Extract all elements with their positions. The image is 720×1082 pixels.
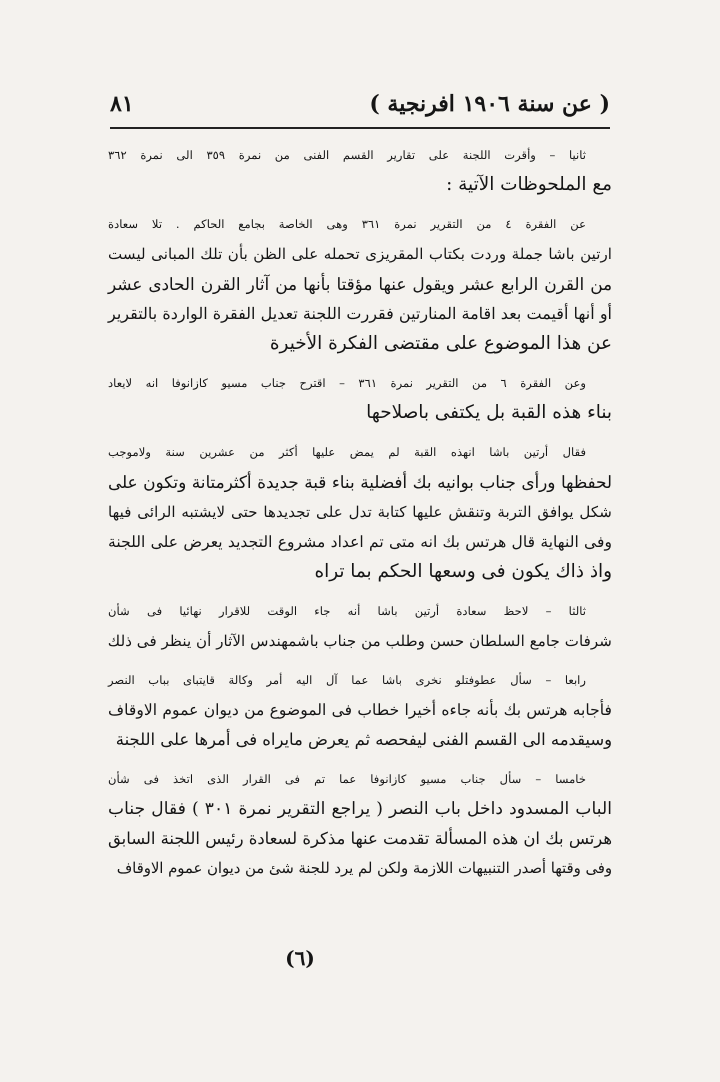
text-line: مع الملحوظات الآتية : — [446, 174, 612, 195]
text-line: وفى النهاية قال هرتس بك انه متى تم اعداد مشروع التجديد يعرض على اللجنة — [108, 533, 612, 551]
text-line: بناء هذه القبة بل يكتفى باصلاحها — [366, 402, 612, 423]
paragraph-fifth-item — [108, 764, 612, 884]
text-line: عن هذا الموضوع على مقتضى الفكرة الأخيرة — [269, 333, 612, 354]
text-line: ثالثا – لاحظ سعادة أرتين باشا أنه جاء الوقت للاقرار نهائيا فى شأن — [108, 604, 586, 618]
header-rule — [110, 127, 610, 129]
text-line: وفى وقتها أصدر التنبيهات اللازمة ولكن لم يرد للجنة شئ من ديوان عموم الاوقاف — [116, 860, 612, 877]
text-line: فأجابه هرتس بك بأنه جاءه أخيرا خطاب فى الموضوع من ديوان عموم الاوقاف — [108, 701, 612, 719]
page-header — [110, 84, 610, 124]
page-number: ٨١ — [110, 91, 134, 117]
text-line: شرفات جامع السلطان حسن وطلب من جناب باشمهندس الآثار أن ينظر فى ذلك — [107, 632, 612, 650]
text-line: فقال أرتين باشا انهذه القبة لم يمض عليها أكثر من عشرين سنة ولاموجب — [108, 445, 586, 459]
paragraph-second-item — [108, 140, 612, 200]
text-line: الباب المسدود داخل باب النصر ( يراجع التقرير نمرة ٣٠١ ) فقال جناب — [108, 799, 612, 819]
paragraph-third-item — [108, 596, 612, 656]
text-line: شكل يوافق التربة وتنقش عليها كتابة تدل على تجديدها حتى لايشتبه الرائى فيها — [108, 503, 612, 521]
text-line: ارتين باشا جملة وردت بكتاب المقريزى تحمله على الظن بأن تلك المبانى ليست — [108, 245, 612, 263]
paragraph-paragraph-6 — [108, 368, 612, 428]
text-line: ثانيا – وأقرت اللجنة على تقارير القسم الفنى من نمرة ٣٥٩ الى نمرة ٣٦٢ — [108, 148, 586, 162]
page-body — [108, 140, 612, 884]
text-line: أو أنها أقيمت بعد اقامة المنارتين فقررت اللجنة تعديل الفقرة الواردة بالتقرير — [108, 304, 612, 323]
running-title: ( عن سنة ١٩٠٦ افرنجية ) — [369, 91, 610, 117]
text-line: لحفظها ورأى جناب بوانيه بك أفضلية بناء قبة جديدة أكثرمتانة وتكون على — [108, 472, 612, 492]
paragraph-paragraph-4 — [108, 209, 612, 359]
text-line: هرتس بك ان هذه المسألة تقدمت عنها مذكرة لسعادة رئيس اللجنة السابق — [108, 829, 612, 848]
text-line: وسيقدمه الى القسم الفنى ليفحصه ثم يعرض مايراه فى أمرها على اللجنة — [115, 730, 612, 749]
text-line: عن الفقرة ٤ من التقرير نمرة ٣٦١ وهى الخاصة بجامع الحاكم . تلا سعادة — [108, 217, 586, 231]
text-line: خامسا – سأل جناب مسيو كازانوفا عما تم فى القرار الذى اتخذ فى شأن — [108, 772, 586, 786]
paragraph-dome-discussion — [108, 437, 612, 587]
text-line: وعن الفقرة ٦ من التقرير نمرة ٣٦١ – اقترح جناب مسيو كازانوفا انه لايعاد — [108, 376, 586, 390]
text-line: واذ ذاك يكون فى وسعها الحكم بما تراه — [314, 561, 612, 582]
text-line: من القرن الرابع عشر ويقول عنها مؤقتا بأنها من آثار القرن الحادى عشر — [108, 274, 612, 294]
signature-mark: (٦) — [285, 946, 315, 970]
paragraph-fourth-item — [108, 665, 612, 755]
text-line: رابعا – سأل عطوفتلو نخرى باشا عما آل اليه أمر وكالة قايتباى بباب النصر — [108, 673, 586, 687]
